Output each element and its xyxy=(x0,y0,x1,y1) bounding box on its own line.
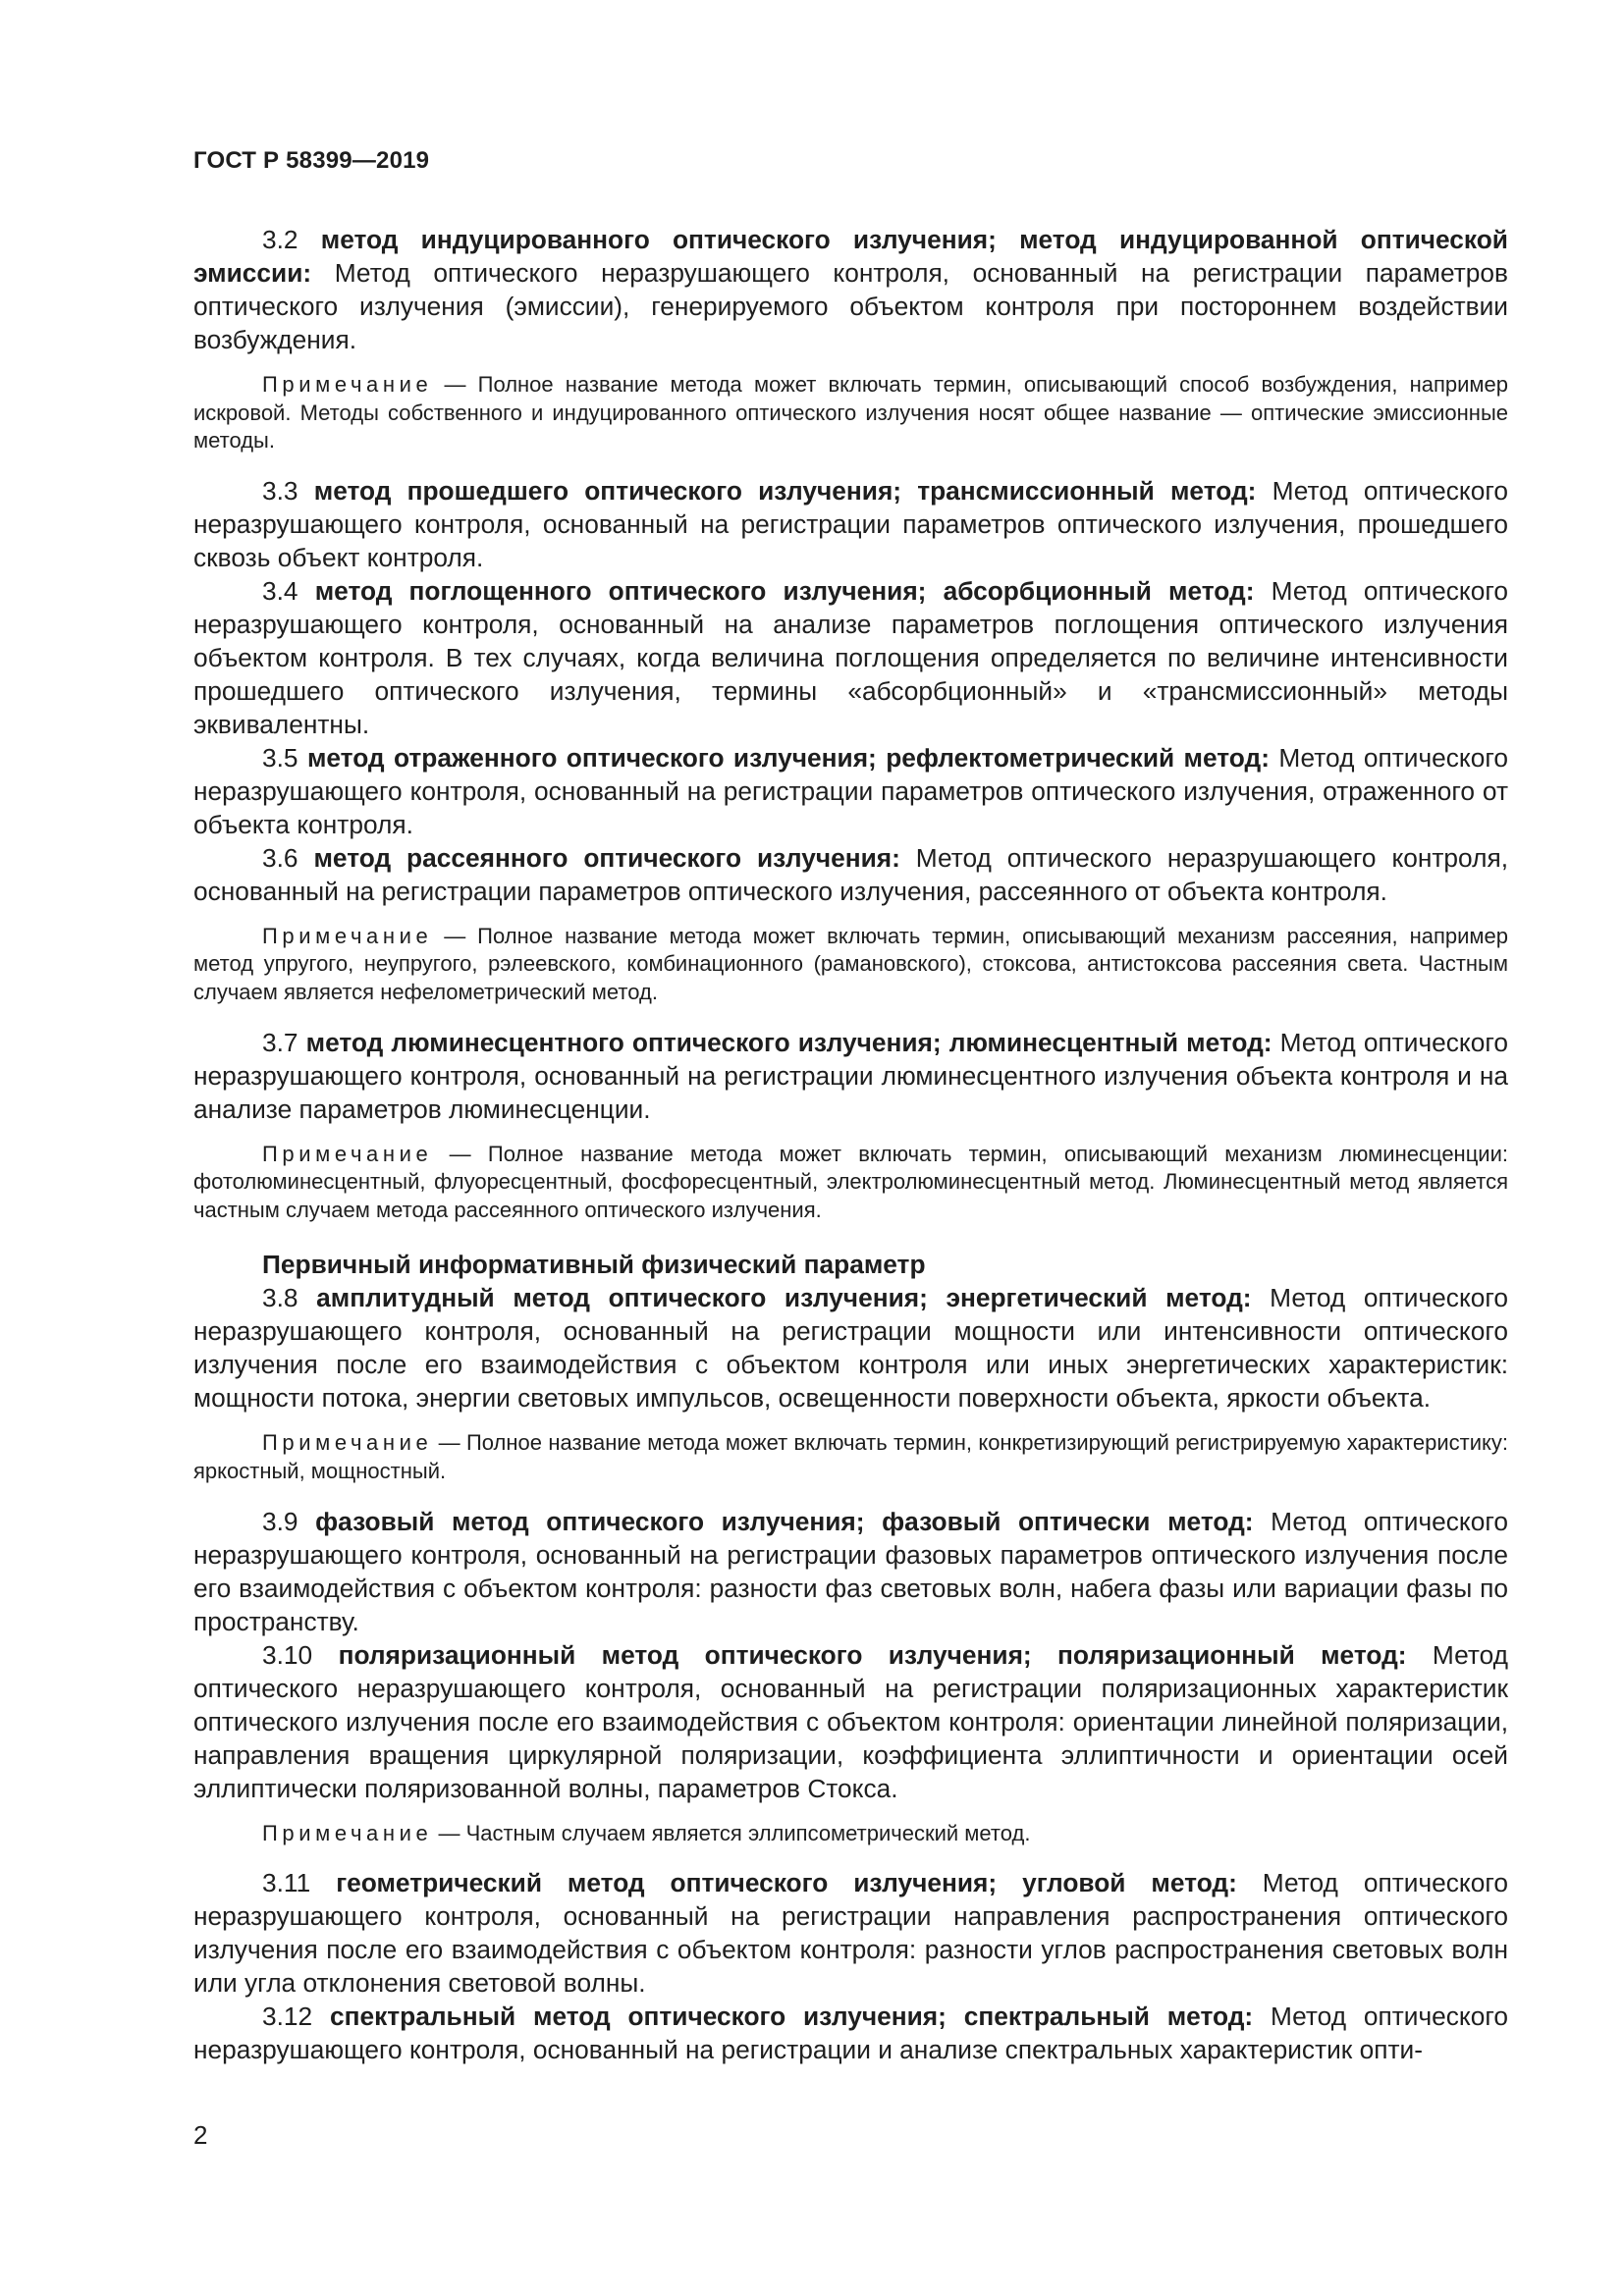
term-entry xyxy=(193,1281,1508,1415)
term-entry xyxy=(193,574,1508,741)
term-definition: Метод оптического неразрушающего контроля, основанный на регистрации мощности или интенсивности оптического излучения после его взаимодействия с объектом контроля или иных энергетических характеристик: мощности потока, энергии световых импульсов, освещенности поверхности объекта, яркости объекта. xyxy=(193,1283,1509,1414)
term-name: поляризационный метод оптического излучения; поляризационный метод: xyxy=(338,1639,1407,1670)
term-definition: Метод оптического неразрушающего контроля, основанный на анализе параметров поглощения оптического излучения объектом контроля. В тех случаях, когда величина поглощения определяется по величине интенсивности прошедшего оптического излучения, термины «абсорбционный» и «трансмиссионный» методы эквивалентны. xyxy=(193,575,1508,739)
term-name: спектральный метод оптического излучения; спектральный метод: xyxy=(329,2002,1254,2032)
term-name: метод отраженного оптического излучения; рефлектометрический метод: xyxy=(306,742,1270,773)
term-name: фазовый метод оптического излучения; фазовый оптически метод: xyxy=(315,1506,1254,1536)
term-entry xyxy=(193,741,1508,841)
term-definition: Метод оптического неразрушающего контроля, основанный на регистрации параметров оптического излучения, отраженного от объекта контроля. xyxy=(193,742,1508,839)
section-subheading: Первичный информативный физический параметр xyxy=(262,1250,926,1280)
term-name: метод рассеянного оптического излучения: xyxy=(313,842,900,873)
term-number: 3.4 xyxy=(262,575,315,606)
term-name: метод прошедшего оптического излучения; трансмиссионный метод: xyxy=(313,475,1257,506)
term-entry xyxy=(193,1638,1508,1805)
term-name: метод люминесцентного оптического излучения; люминесцентный метод: xyxy=(305,1027,1272,1057)
term-definition: Метод оптического неразрушающего контроля, основанный на регистрации поляризационных характеристик оптического излучения после его взаимодействия с объектом контроля: ориентации линейной поляризации, направления вращения циркулярной поляризации, коэффициента эллиптичности и ориентации осей эллиптически поляризованной волны, параметров Стокса. xyxy=(193,1639,1509,1803)
note-label: Примечание xyxy=(262,1820,433,1845)
note-text: — Полное название метода может включать термин, описывающий способ возбуждения, например искровой. Методы собственного и индуцированного оптического излучения носят общее название — оптические эмиссионные методы. xyxy=(193,372,1508,454)
term-number: 3.11 xyxy=(262,1868,337,1898)
term-number: 3.5 xyxy=(262,742,307,773)
note-text: — Полное название метода может включать термин, описывающий механизм рассеяния, например метод упругого, неупругого, рэлеевского, комбинационного (рамановского), стоксова, антистоксова рассеяния света. Частным случаем является нефелометрический метод. xyxy=(193,923,1508,1004)
note-label: Примечание xyxy=(262,372,433,397)
document-header: ГОСТ Р 58399—2019 xyxy=(193,147,430,174)
term-definition: Метод оптического неразрушающего контроля, основанный на регистрации фазовых параметров оптического излучения после его взаимодействия с объектом контроля: разности фаз световых волн, набега фазы или вариации фазы по пространству. xyxy=(193,1506,1508,1636)
note-text: — Полное название метода может включать термин, описывающий механизм люминесценции: фотолюминесцентный, флуоресцентный, фосфоресцентный, электролюминесцентный метод. Люминесцентный метод является частным случаем метода рассеянного оптического излучения. xyxy=(193,1141,1508,1222)
note xyxy=(193,1141,1508,1225)
term-definition: Метод оптического неразрушающего контроля, основанный на регистрации параметров оптического излучения, прошедшего сквозь объект контроля. xyxy=(193,475,1508,572)
note-text: — Частным случаем является эллипсометрический метод. xyxy=(432,1820,1031,1845)
term-number: 3.10 xyxy=(262,1639,339,1670)
term-number: 3.3 xyxy=(262,475,314,506)
note xyxy=(193,1820,1508,1848)
note xyxy=(193,1429,1508,1485)
term-entry xyxy=(193,1026,1508,1126)
term-entry xyxy=(193,2000,1508,2066)
term-name: метод поглощенного оптического излучения; абсорбционный метод: xyxy=(314,575,1255,606)
note-label: Примечание xyxy=(262,1141,433,1166)
term-entry xyxy=(193,1866,1508,2000)
term-definition: Метод оптического неразрушающего контроля, основанный на регистрации параметров оптического излучения, рассеянного от объекта контроля. xyxy=(193,842,1508,906)
term-entry xyxy=(193,474,1508,574)
note-label: Примечание xyxy=(262,923,433,948)
note xyxy=(193,371,1508,455)
note xyxy=(193,923,1508,1007)
term-definition: Метод оптического неразрушающего контроля, основанный на регистрации направления распространения оптического излучения после его взаимодействия с объектом контроля: разности углов распространения световых волн или угла отклонения световой волны. xyxy=(193,1868,1508,1999)
term-number: 3.12 xyxy=(262,2002,330,2032)
term-name: амплитудный метод оптического излучения; энергетический метод: xyxy=(316,1283,1252,1313)
term-number: 3.7 xyxy=(262,1027,306,1057)
term-entry xyxy=(193,223,1508,356)
term-number: 3.9 xyxy=(262,1506,316,1536)
term-definition: Метод оптического неразрушающего контроля, основанный на регистрации и анализе спектральных характеристик опти- xyxy=(193,2002,1508,2065)
term-number: 3.2 xyxy=(262,225,321,254)
note-label: Примечание xyxy=(262,1430,433,1456)
term-name: геометрический метод оптического излучения; угловой метод: xyxy=(336,1868,1237,1898)
term-entry xyxy=(193,841,1508,908)
term-definition: Метод оптического неразрушающего контроля, основанный на регистрации параметров оптического излучения (эмиссии), генерируемого объектом контроля при постороннем воздействии возбуждения. xyxy=(193,258,1508,354)
term-definition: Метод оптического неразрушающего контроля, основанный на регистрации люминесцентного излучения объекта контроля и на анализе параметров люминесценции. xyxy=(193,1027,1508,1124)
note-text: — Полное название метода может включать термин, конкретизирующий регистрируемую характеристику: яркостный, мощностный. xyxy=(193,1430,1508,1483)
page-number: 2 xyxy=(193,2120,208,2150)
term-number: 3.6 xyxy=(262,842,314,873)
document-body xyxy=(193,223,1508,2066)
term-name: метод индуцированного оптического излучения; метод индуцированной оптической эмиссии: xyxy=(193,225,1508,288)
term-number: 3.8 xyxy=(262,1283,317,1313)
term-entry xyxy=(193,1505,1508,1638)
